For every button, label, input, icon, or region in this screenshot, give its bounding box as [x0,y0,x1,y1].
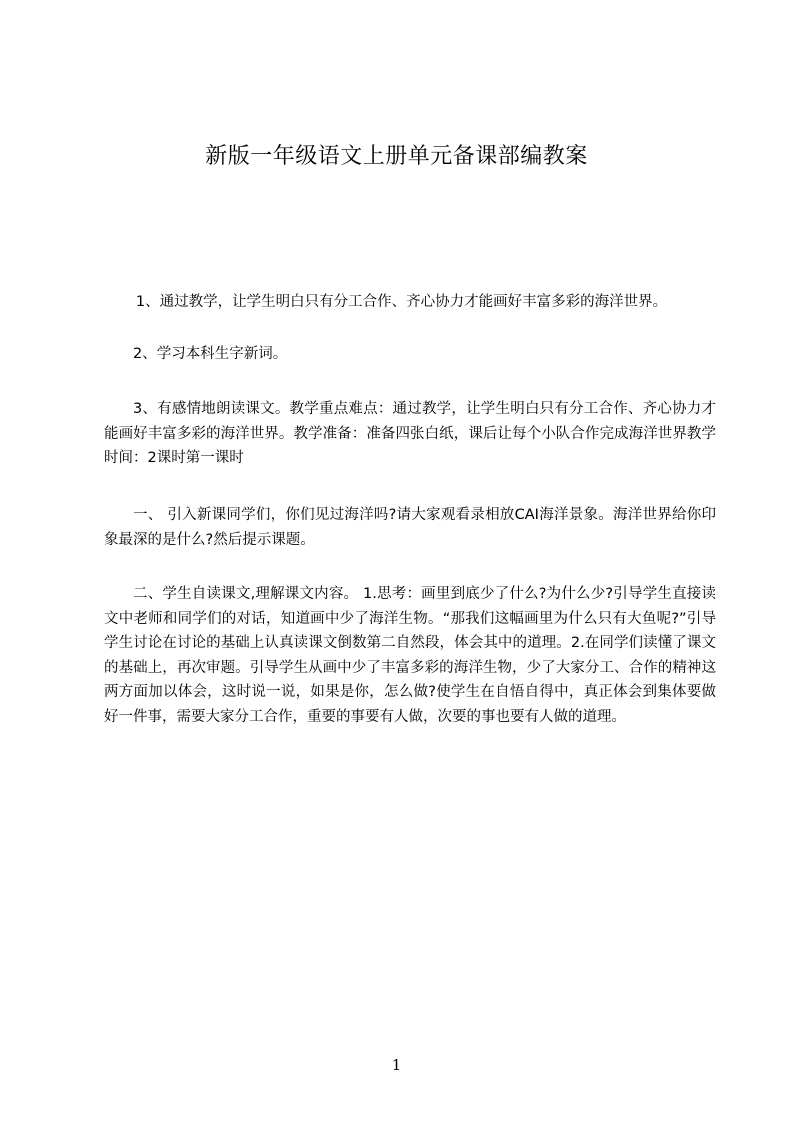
paragraph-section-2: 二、学生自读课文,理解课文内容。 1.思考：画里到底少了什么?为什么少?引导学生直接读文中老师和同学们的对话，知道画中少了海洋生物。“那我们这幅画里为什么只有大鱼呢?”引导学生讨论在讨论的基础上认真读课文倒数第二自然段，体会其中的道理。2.在同学们读懂了课文的基础上，再次审题。引导学生从画中少了丰富多彩的海洋生物，少了大家分工、合作的精神这两方面加以体会，这时说一说，如果是你，怎么做?使学生在自悟自得中，真正体会到集体要做好一件事，需要大家分工合作，重要的事要有人做，次要的事也要有人做的道理。 [104,586,716,725]
paragraph-objective-2: 2、学习本科生字新词。 [133,346,288,362]
page-number: 1 [391,1056,402,1074]
document-title: 新版一年级语文上册单元备课部编教案 [205,144,588,169]
paragraph-objective-3: 3、有感情地朗读课文。教学重点难点：通过教学，让学生明白只有分工合作、齐心协力才能画好丰富多彩的海洋世界。教学准备：准备四张白纸，课后让每个小队合作完成海洋世界教学时间：2课时第一课时 [104,401,716,466]
paragraph-objective-1: 1、通过教学，让学生明白只有分工合作、齐心协力才能画好丰富多彩的海洋世界。 [135,294,668,310]
paragraph-section-1: 一、 引入新课同学们，你们见过海洋吗?请大家观看录相放CAI海洋景象。海洋世界给你印象最深的是什么?然后提示课题。 [104,507,716,548]
